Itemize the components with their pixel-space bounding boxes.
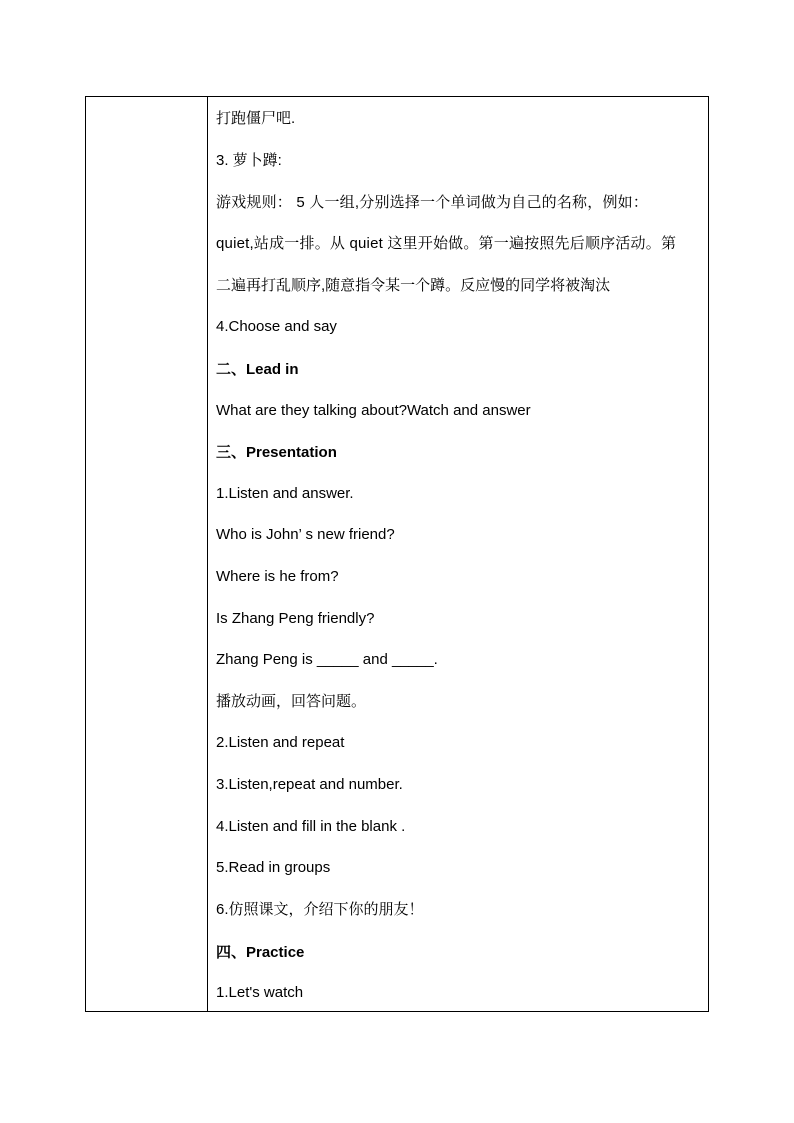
text-line: 6.仿照课文，介绍下你的朋友！ — [216, 901, 424, 918]
text-line: Zhang Peng is _____ and _____. — [216, 651, 438, 668]
section-heading: 四、Practice — [216, 944, 305, 961]
section-heading: 二、Lead in — [216, 361, 299, 378]
table-left-cell — [86, 97, 208, 1011]
section-heading: 三、Presentation — [216, 444, 337, 461]
text-line: quiet,站成一排。从 quiet 这里开始做。第一遍按照先后顺序活动。第 — [216, 235, 677, 252]
text-line: Is Zhang Peng friendly? — [216, 610, 375, 627]
text-line: 游戏规则： 5 人一组,分别选择一个单词做为自己的名称，例如： — [216, 194, 649, 211]
text-line: Where is he from? — [216, 568, 339, 585]
text-line: What are they talking about?Watch and answer — [216, 402, 531, 419]
text-line: 4.Choose and say — [216, 318, 337, 335]
text-line: 二遍再打乱顺序,随意指令某一个蹲。反应慢的同学将被淘汰 — [216, 277, 611, 294]
text-line: 5.Read in groups — [216, 859, 331, 876]
text-line: 2.Listen and repeat — [216, 734, 345, 751]
text-line: 1.Listen and answer. — [216, 485, 354, 502]
text-line: 打跑僵尸吧. — [216, 110, 296, 127]
table-content-cell — [208, 97, 708, 1011]
text-line: 4.Listen and fill in the blank . — [216, 818, 406, 835]
lesson-plan-table — [85, 96, 709, 1012]
text-line: 1.Let's watch — [216, 984, 304, 1001]
text-line: Who is John’ s new friend? — [216, 526, 395, 543]
text-line: 3.Listen,repeat and number. — [216, 776, 403, 793]
text-line: 播放动画，回答问题。 — [216, 693, 367, 710]
text-line: 3. 萝卜蹲: — [216, 152, 282, 169]
